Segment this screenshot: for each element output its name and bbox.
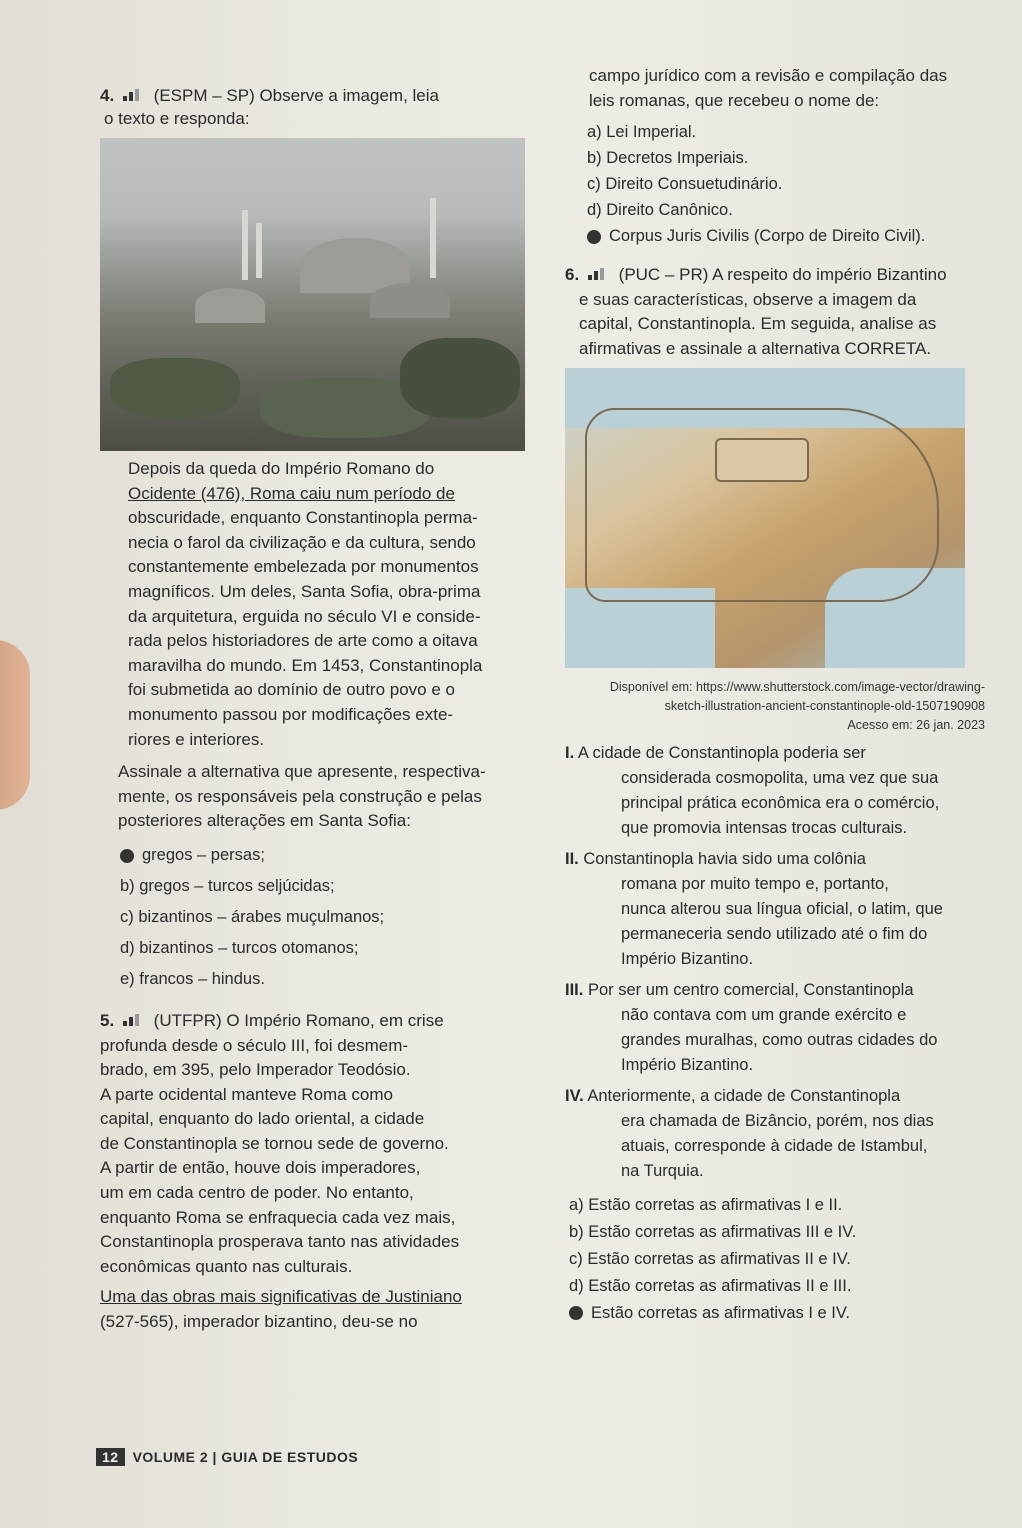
question-6-options	[565, 1192, 985, 1327]
text-line: leis romanas, que recebeu o nome de:	[589, 90, 880, 110]
option-c[interactable]: c) Direito Consuetudinário.	[587, 175, 783, 194]
text-line: capital, enquanto do lado oriental, a cidade	[100, 1109, 425, 1129]
option-d[interactable]: d) bizantinos – turcos otomanos;	[120, 938, 359, 957]
question-number: 5.	[100, 1010, 115, 1030]
text-line: afirmativas e assinale a alternativa CORRETA.	[579, 338, 932, 358]
option-b[interactable]: b) Decretos Imperiais.	[587, 149, 749, 168]
text-line: Império Bizantino.	[621, 949, 754, 968]
option-label: Estão corretas as afirmativas I e IV.	[591, 1303, 850, 1322]
text-line: monumento passou por modificações exte-	[128, 704, 454, 724]
page-footer	[96, 1448, 358, 1466]
option-e[interactable]	[569, 1300, 985, 1327]
question-6	[565, 263, 985, 361]
option-label: gregos – persas;	[142, 845, 265, 864]
text-line: Império Bizantino.	[621, 1055, 754, 1074]
text-line: A parte ocidental manteve Roma como	[100, 1084, 393, 1104]
option-c[interactable]: c) bizantinos – árabes muçulmanos;	[120, 907, 385, 926]
option-c[interactable]: c) Estão corretas as afirmativas II e IV.	[569, 1249, 851, 1268]
question-4-text	[100, 457, 540, 752]
statement-number: IV.	[565, 1086, 584, 1105]
question-4-header-line2: o texto e responda:	[104, 109, 250, 128]
text-line: profunda desde o século III, foi desmem-	[100, 1035, 409, 1055]
text-line: rada pelos historiadores de arte como a oitava	[128, 631, 478, 651]
option-a[interactable]: a) Lei Imperial.	[587, 123, 697, 142]
text-line: Uma das obras mais significativas de Justiniano	[100, 1287, 462, 1307]
question-5-options	[565, 119, 985, 249]
option-d[interactable]: d) Estão corretas as afirmativas II e III.	[569, 1276, 852, 1295]
text-line: foi submetida ao domínio de outro povo e o	[128, 680, 455, 700]
difficulty-icon	[123, 89, 145, 101]
right-column	[565, 64, 985, 1327]
statement-IV	[565, 1084, 985, 1184]
caption-line: Acesso em: 26 jan. 2023	[847, 717, 985, 732]
text-line: Depois da queda do Império Romano do	[128, 459, 435, 478]
question-number: 4.	[100, 86, 115, 105]
difficulty-icon	[588, 268, 610, 280]
text-line: (527-565), imperador bizantino, deu-se no	[100, 1312, 418, 1332]
question-4-options	[100, 840, 540, 995]
text-line: nunca alterou sua língua oficial, o latim, que	[621, 899, 943, 918]
text-line: considerada cosmopolita, uma vez que sua	[621, 768, 939, 787]
caption-line: sketch-illustration-ancient-constantinople-old-1507190908	[664, 698, 985, 713]
statement-III	[565, 978, 985, 1078]
text-line: capital, Constantinopla. Em seguida, analise as	[579, 314, 937, 334]
option-b[interactable]: b) Estão corretas as afirmativas III e IV.	[569, 1222, 857, 1241]
text-line: A cidade de Constantinopla poderia ser	[577, 743, 866, 762]
question-5-continuation	[565, 64, 985, 113]
text-line: (UTFPR) O Império Romano, em crise	[153, 1010, 444, 1030]
option-label: Corpus Juris Civilis (Corpo de Direito Civil).	[609, 227, 926, 246]
text-line: atuais, corresponde à cidade de Istambul,	[621, 1136, 928, 1155]
question-4-prompt	[100, 760, 540, 834]
text-line: campo jurídico com a revisão e compilação das	[589, 66, 948, 85]
text-line: constantemente embelezada por monumentos	[128, 557, 479, 577]
prompt-line: Assinale a alternativa que apresente, respectiva-	[118, 762, 486, 782]
question-6-header	[565, 263, 985, 288]
text-line: permaneceria sendo utilizado até o fim do	[621, 924, 928, 943]
selected-mark-icon	[587, 230, 601, 244]
text-line: que promovia intensas trocas culturais.	[621, 818, 908, 837]
image-source-caption	[565, 678, 985, 735]
page-number: 12	[96, 1448, 125, 1466]
option-d[interactable]: d) Direito Canônico.	[587, 201, 733, 220]
statement-II	[565, 847, 985, 972]
text-line: de Constantinopla se tornou sede de governo.	[100, 1133, 449, 1153]
text-line: Anteriormente, a cidade de Constantinopla	[587, 1086, 901, 1105]
text-line: magníficos. Um deles, Santa Sofia, obra-prima	[128, 581, 481, 601]
option-b[interactable]: b) gregos – turcos seljúcidas;	[120, 876, 335, 895]
statement-I	[565, 741, 985, 841]
text-line: da arquitetura, erguida no século VI e conside-	[128, 606, 481, 626]
text-line: Constantinopla prosperava tanto nas atividades	[100, 1232, 460, 1252]
prompt-line: posteriores alterações em Santa Sofia:	[118, 811, 411, 831]
text-line: na Turquia.	[621, 1161, 704, 1180]
text-line: era chamada de Bizâncio, porém, nos dias	[621, 1111, 934, 1130]
statement-number: I.	[565, 743, 575, 762]
text-line: Por ser um centro comercial, Constantinopla	[587, 980, 914, 999]
option-a[interactable]	[120, 840, 540, 871]
text-line: e suas características, observe a imagem da	[579, 289, 917, 309]
text-line: Ocidente (476), Roma caiu num período de	[128, 483, 455, 503]
text-line: econômicas quanto nas culturais.	[100, 1256, 353, 1276]
text-line: grandes muralhas, como outras cidades do	[621, 1030, 938, 1049]
left-column	[100, 84, 540, 1335]
prompt-line: mente, os responsáveis pela construção e pelas	[118, 786, 482, 806]
text-line: principal prática econômica era o comércio,	[621, 793, 940, 812]
difficulty-icon	[123, 1014, 145, 1026]
caption-line: Disponível em: https://www.shutterstock.com/image-vector/drawing-	[609, 679, 985, 694]
text-line: Constantinopla havia sido uma colônia	[583, 849, 866, 868]
santa-sofia-photo	[100, 138, 525, 451]
question-5-header	[100, 1009, 540, 1034]
selected-mark-icon	[569, 1306, 583, 1320]
question-4-header	[100, 84, 540, 107]
statement-number: II.	[565, 849, 579, 868]
text-line: A partir de então, houve dois imperadores,	[100, 1158, 421, 1178]
text-line: enquanto Roma se enfraquecia cada vez mais,	[100, 1207, 456, 1227]
text-line: maravilha do mundo. Em 1453, Constantinopla	[128, 655, 483, 675]
option-e[interactable]	[587, 223, 985, 249]
question-5	[100, 1009, 540, 1335]
text-line: romana por muito tempo e, portanto,	[621, 874, 889, 893]
footer-text: VOLUME 2 | GUIA DE ESTUDOS	[132, 1449, 359, 1465]
constantinople-illustration	[565, 368, 965, 668]
text-line: obscuridade, enquanto Constantinopla perma-	[128, 508, 478, 528]
text-line: necia o farol da civilização e da cultura, sendo	[128, 532, 476, 552]
statement-number: III.	[565, 980, 584, 999]
text-line: um em cada centro de poder. No entanto,	[100, 1183, 414, 1203]
question-source: (ESPM – SP) Observe a imagem, leia	[153, 86, 439, 105]
text-line: brado, em 395, pelo Imperador Teodósio.	[100, 1060, 411, 1080]
option-e[interactable]: e) francos – hindus.	[120, 969, 265, 988]
selected-mark-icon	[120, 849, 134, 863]
option-a[interactable]: a) Estão corretas as afirmativas I e II.	[569, 1195, 843, 1214]
text-line: não contava com um grande exército e	[621, 1005, 907, 1024]
text-line: (PUC – PR) A respeito do império Bizantino	[618, 265, 947, 285]
thumb-overlay	[0, 640, 30, 810]
question-number: 6.	[565, 265, 580, 285]
text-line: riores e interiores.	[128, 729, 265, 749]
